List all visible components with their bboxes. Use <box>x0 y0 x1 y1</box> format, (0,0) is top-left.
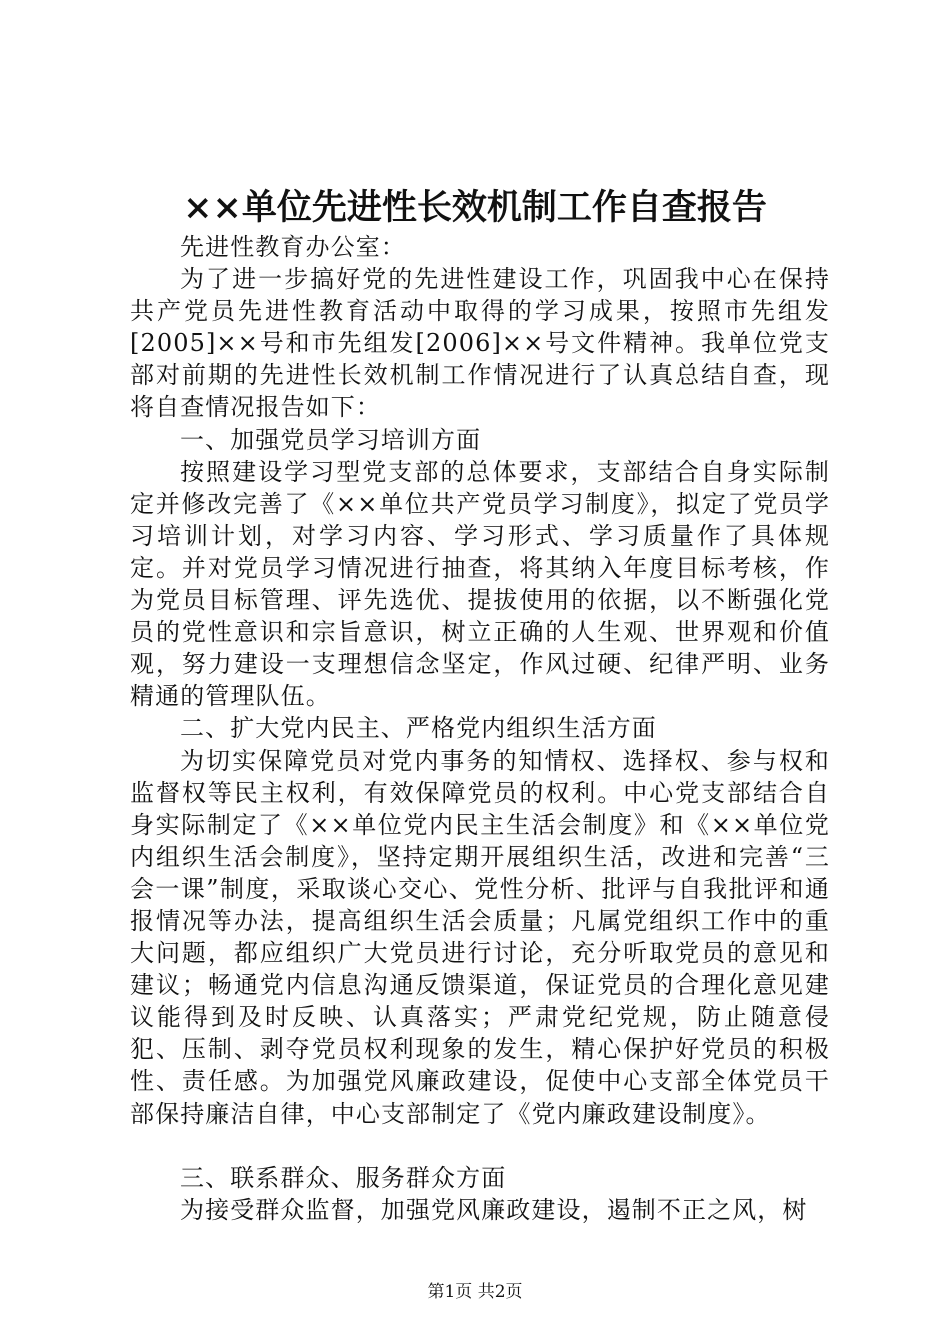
section-paragraph-1: 按照建设学习型党支部的总体要求，支部结合自身实际制定并修改完善了《××单位共产党员学习制度》，拟定了党员学习培训计划，对学习内容、学习形式、学习质量作了具体规定。并对党员学习情况进行抽查，将其纳入年度目标考核，作为党员目标管理、评先选优、提拔使用的依据，以不断强化党员的党性意识和宗旨意识，树立正确的人生观、世界观和价值观，努力建设一支理想信念坚定，作风过硬、纪律严明、业务精通的管理队伍。 <box>130 457 830 711</box>
section-heading-2: 二、扩大党内民主、严格党内组织生活方面 <box>180 714 657 743</box>
section-paragraph-3: 为接受群众监督，加强党风廉政建设，遏制不正之风，树 <box>180 1195 808 1224</box>
document-body <box>130 231 830 1226</box>
intro-paragraph: 为了进一步搞好党的先进性建设工作，巩固我中心在保持共产党员先进性教育活动中取得的学习成果，按照市先组发[2005]××号和市先组发[2006]××号文件精神。我单位党支部对前期的先进性长效机制工作情况进行了认真总结自查，现将自查情况报告如下： <box>130 265 830 422</box>
page-footer: 第1页 共2页 <box>427 1282 523 1302</box>
section-heading-3: 三、联系群众、服务群众方面 <box>180 1163 507 1192</box>
salutation: 先进性教育办公室： <box>180 233 406 261</box>
document-title: ××单位先进性长效机制工作自查报告 <box>183 187 767 228</box>
section-heading-1: 一、加强党员学习培训方面 <box>180 425 482 454</box>
section-paragraph-2: 为切实保障党员对党内事务的知情权、选择权、参与权和监督权等民主权利，有效保障党员的权利。中心党支部结合自身实际制定了《××单位党内民主生活会制度》和《××单位党内组织生活会制度》，坚持定期开展组织生活，改进和完善“三会一课”制度，采取谈心交心、党性分析、批评与自我批评和通报情况等办法，提高组织生活会质量；凡属党组织工作中的重大问题，都应组织广大党员进行讨论，充分听取党员的意见和建议；畅通党内信息沟通反馈渠道，保证党员的合理化意见建议能得到及时反映、认真落实；严肃党纪党规，防止随意侵犯、压制、剥夺党员权利现象的发生，精心保护好党员的积极性、责任感。为加强党风廉政建设，促使中心支部全体党员干部保持廉洁自律，中心支部制定了《党内廉政建设制度》。 <box>130 746 830 1128</box>
